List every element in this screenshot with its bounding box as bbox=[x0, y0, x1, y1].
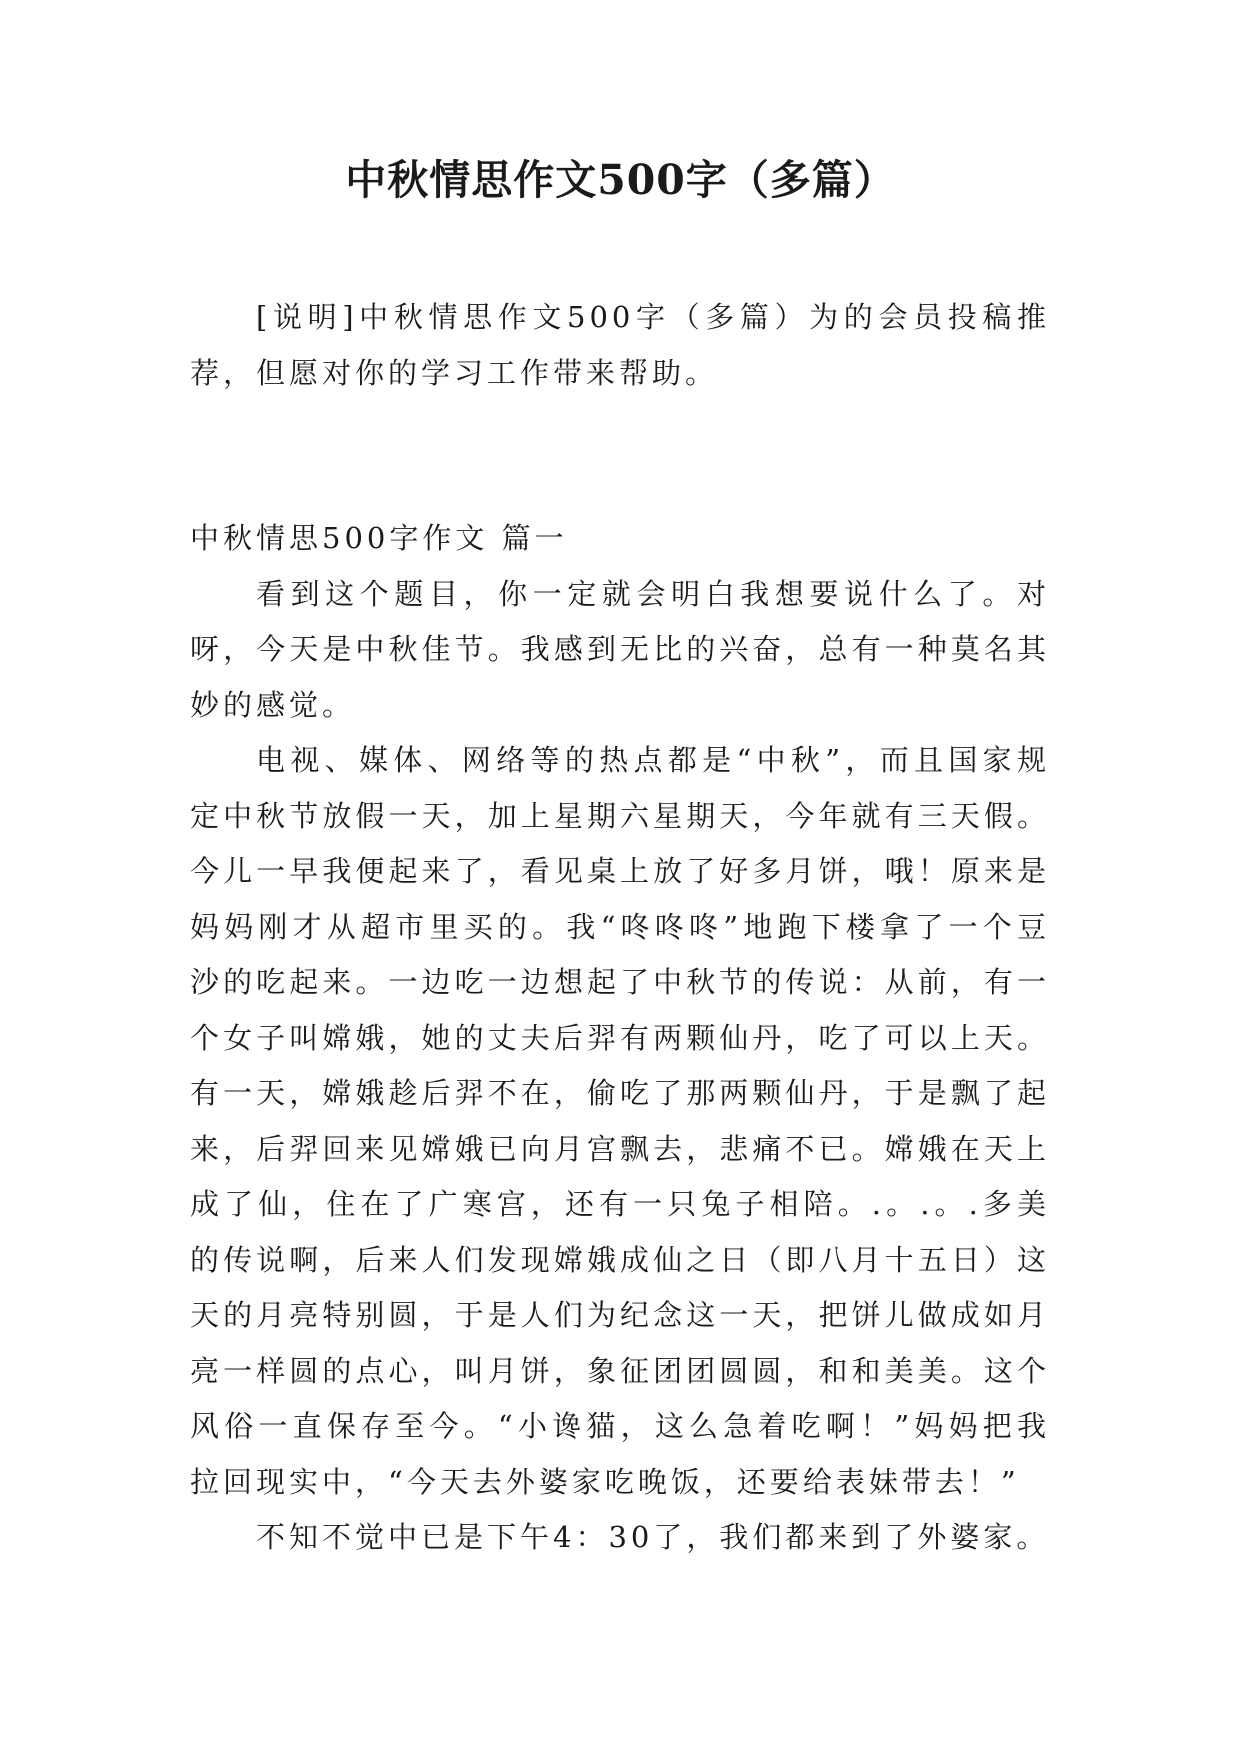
paragraph-1: 看到这个题目，你一定就会明白我想要说什么了。对呀，今天是中秋佳节。我感到无比的兴奋，总有一种莫名其妙的感觉。 bbox=[190, 576, 1050, 722]
paragraph-3: 不知不觉中已是下午4：30了，我们都来到了外婆家。 bbox=[256, 1520, 1050, 1554]
paragraph-2: 电视、媒体、网络等的热点都是“中秋”，而且国家规定中秋节放假一天，加上星期六星期天，今年就有三天假。今儿一早我便起来了，看见桌上放了好多月饼，哦！原来是妈妈刚才从超市里买的。我“咚咚咚”地跑下楼拿了一个豆沙的吃起来。一边吃一边想起了中秋节的传说：从前，有一个女子叫嫦娥，她的丈夫后羿有两颗仙丹，吃了可以上天。有一天，嫦娥趁后羿不在，偷吃了那两颗仙丹，于是飘了起来，后羿回来见嫦娥已向月宫飘去，悲痛不已。嫦娥在天上成了仙，住在了广寒宫，还有一只兔子相陪。.。.。.多美的传说啊，后来人们发现嫦娥成仙之日（即八月十五日）这天的月亮特别圆，于是人们为纪念这一天，把饼儿做成如月亮一样圆的点心，叫月饼，象征团团圆圆，和和美美。这个风俗一直保存至今。“小谗猫，这么急着吃啊！”妈妈把我拉回现实中，“今天去外婆家吃晚饭，还要给表妹带去！” bbox=[190, 743, 1050, 1499]
document-body bbox=[190, 290, 1050, 1566]
intro-note: [说明]中秋情思作文500字（多篇）为的会员投稿推荐，但愿对你的学习工作带来帮助。 bbox=[190, 300, 1050, 390]
section-heading: 中秋情思500字作文 篇一 bbox=[190, 521, 568, 555]
document-title: 中秋情思作文500字（多篇） bbox=[345, 156, 896, 204]
